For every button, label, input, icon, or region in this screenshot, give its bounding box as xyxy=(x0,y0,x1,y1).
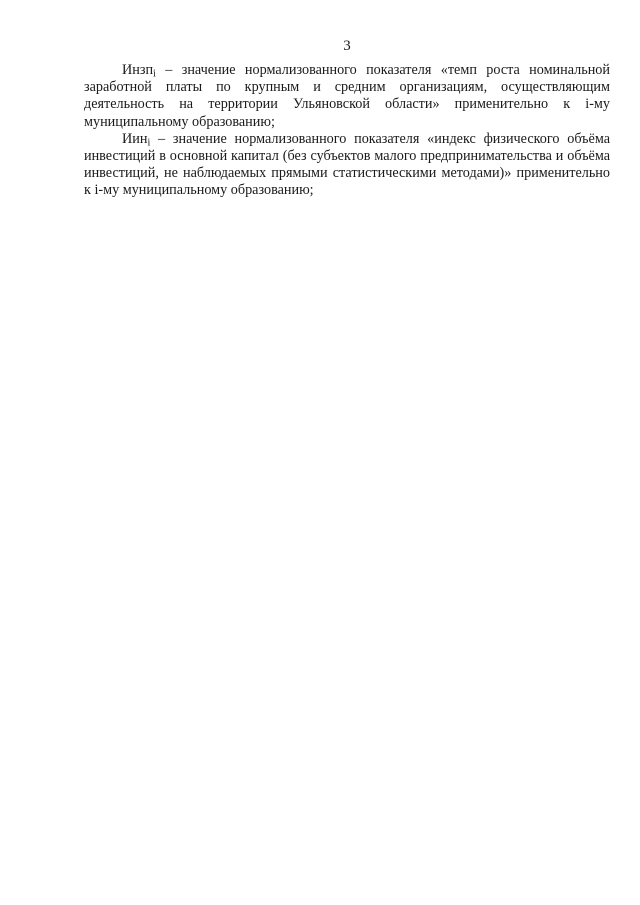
indicator-symbol: Инзп xyxy=(122,62,154,78)
definition-inzp xyxy=(84,62,610,131)
indicator-symbol: Иин xyxy=(122,130,148,147)
indicator-index: i xyxy=(147,137,151,149)
definition-text: – значение нормализованного показателя «темп роста номинальной заработной платы по крупным и средним организациям, осуществляющим деятельность на территории Ульяновской области» применительно к i-му муниципальному образованию; xyxy=(84,62,610,130)
definition-iin xyxy=(84,131,610,200)
definition-text: – значение нормализованного показателя «индекс физического объёма инвестиций в основной капитал (без субъектов малого предпринимательства и объёма инвестиций, не наблюдаемых прямыми статистическими методами)» применительно к i-му муниципальному образованию; xyxy=(84,130,610,199)
page-number: 3 xyxy=(343,38,351,54)
indicator-index: i xyxy=(153,68,156,80)
document-body xyxy=(84,62,610,200)
